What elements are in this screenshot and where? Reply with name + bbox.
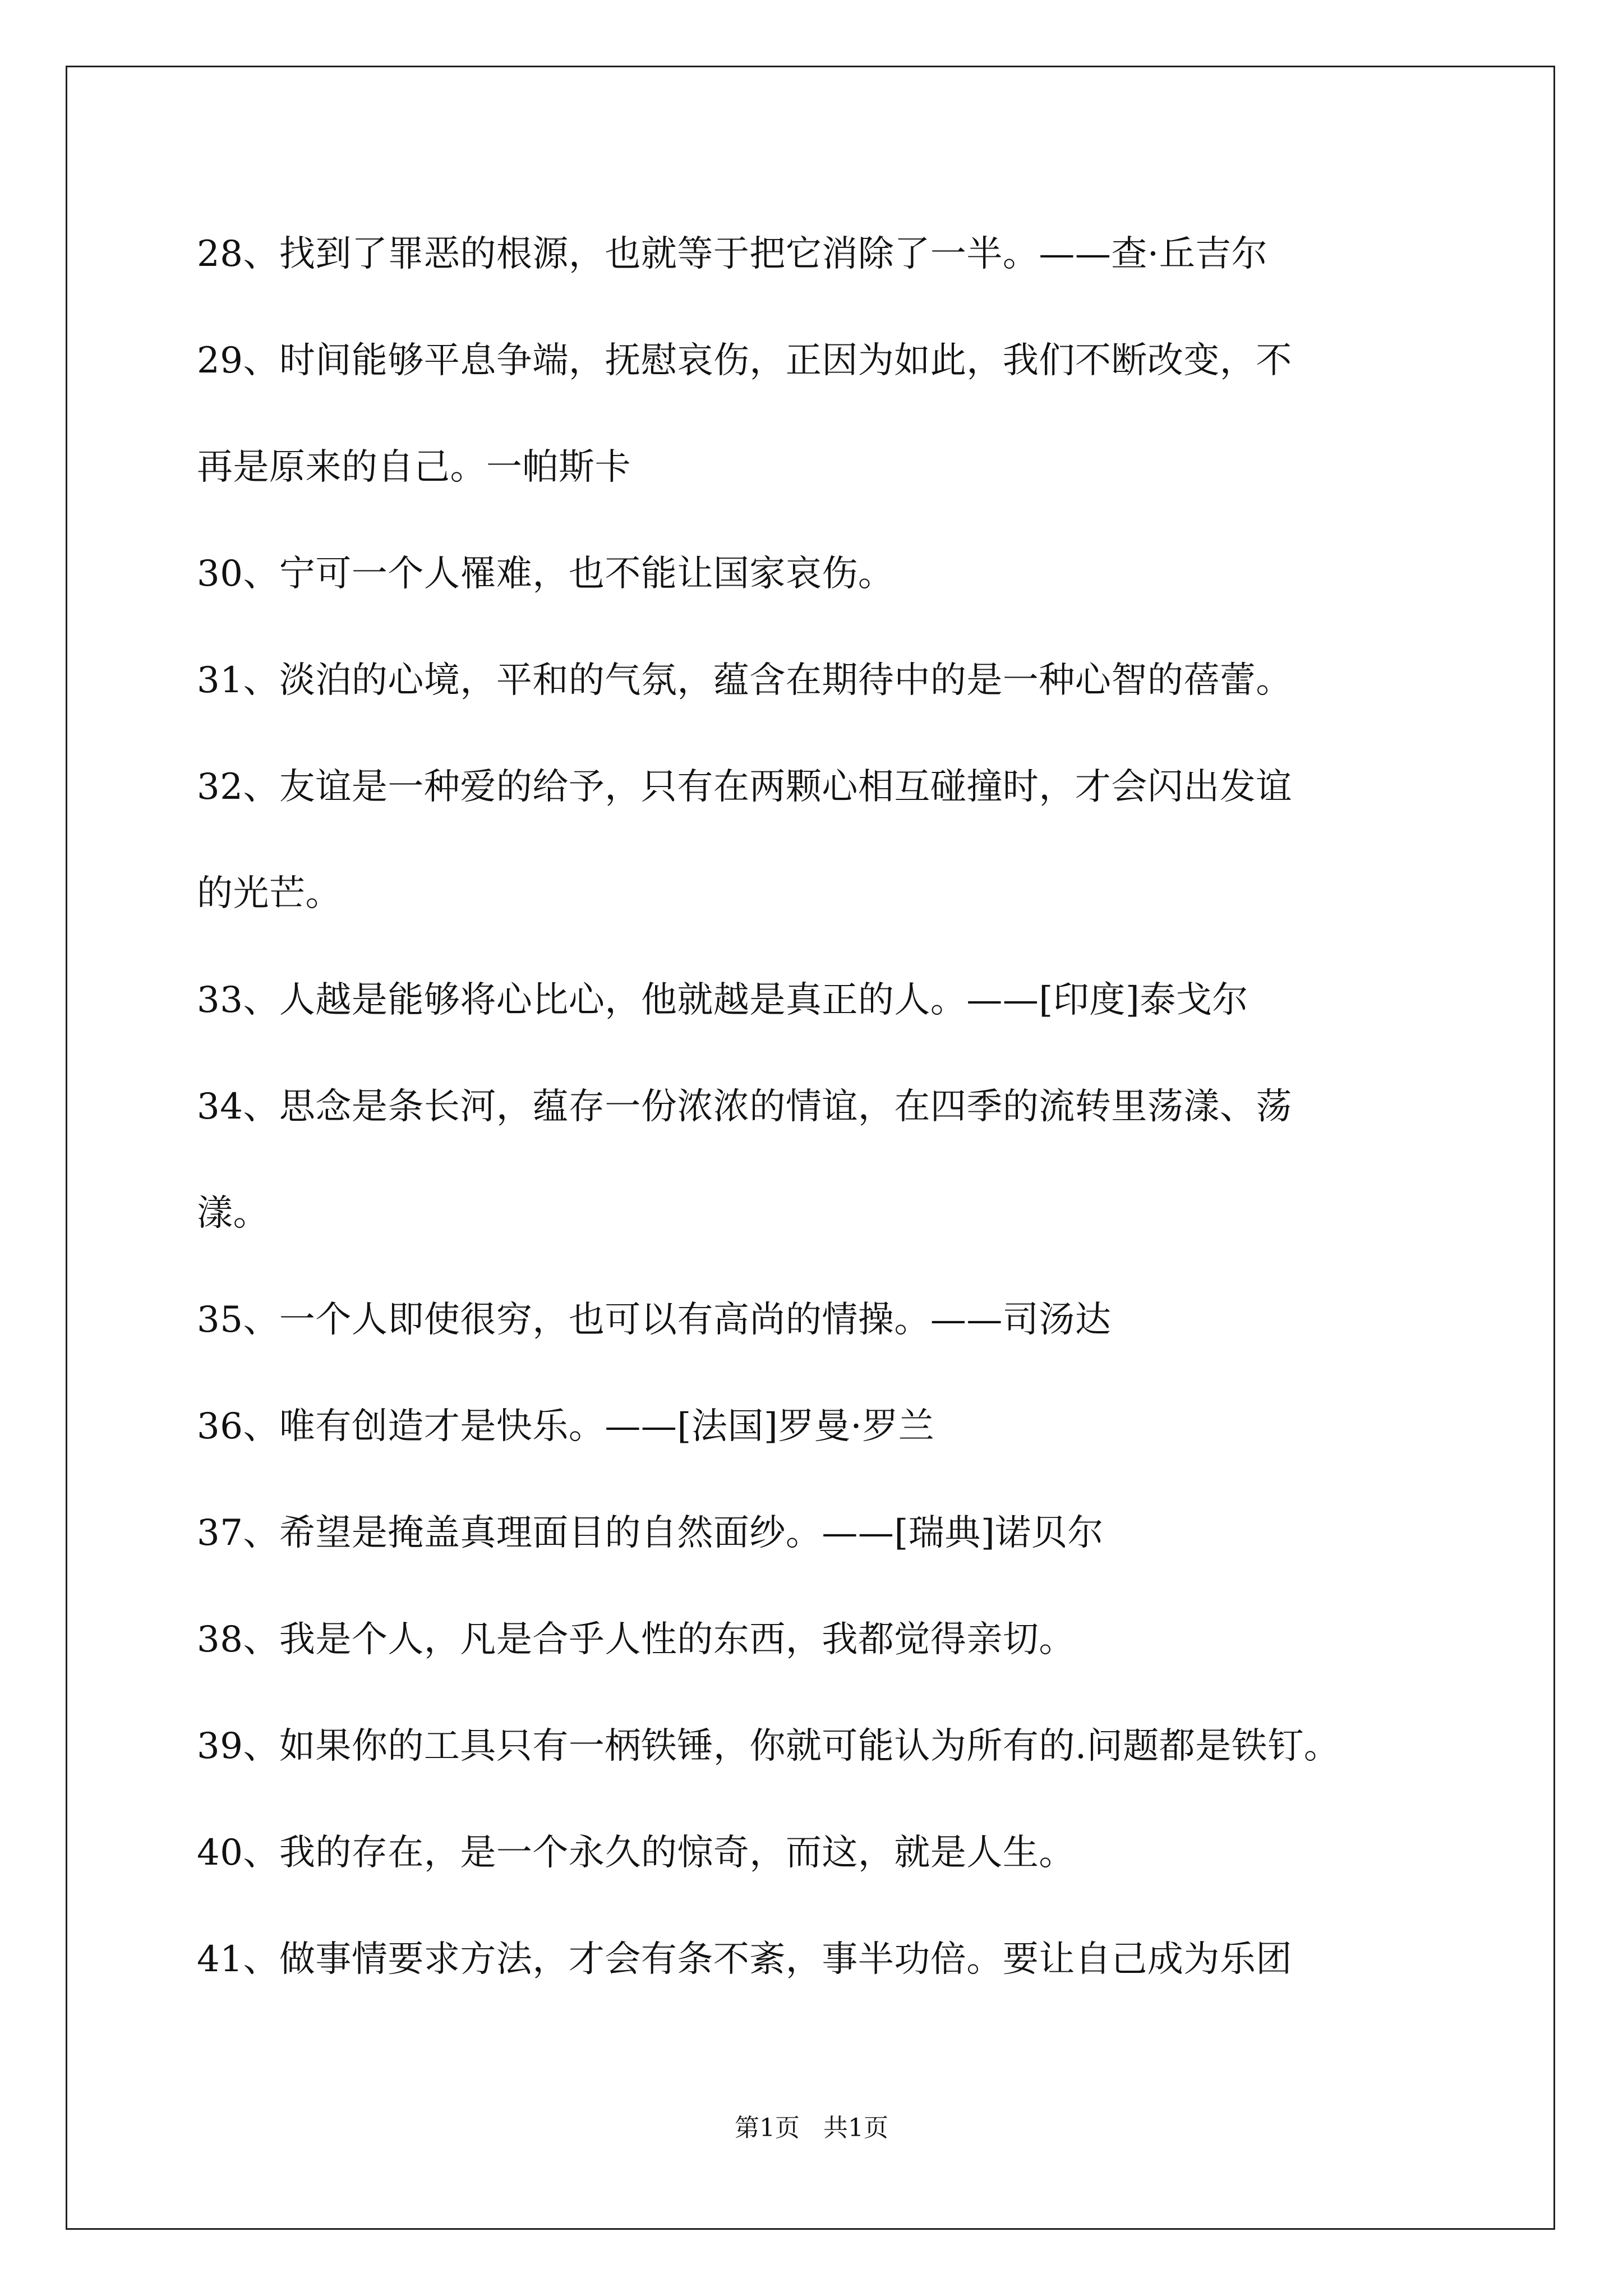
text-line-5: 31、淡泊的心境，平和的气氛，蕴含在期待中的是一种心智的蓓蕾。 bbox=[197, 660, 1292, 701]
text-line-15: 39、如果你的工具只有一柄铁锤，你就可能认为所有的.问题都是铁钉。 bbox=[197, 1726, 1340, 1767]
text-line-14: 38、我是个人，凡是合乎人性的东西，我都觉得亲切。 bbox=[197, 1619, 1075, 1660]
text-line-3: 再是原来的自己。一帕斯卡 bbox=[197, 447, 631, 488]
text-line-16: 40、我的存在，是一个永久的惊奇，而这，就是人生。 bbox=[197, 1832, 1075, 1874]
page-footer: 第1页 共1页 bbox=[735, 2114, 888, 2142]
text-line-17: 41、做事情要求方法，才会有条不紊，事半功倍。要让自己成为乐团 bbox=[197, 1939, 1292, 1980]
text-line-1: 28、找到了罪恶的根源，也就等于把它消除了一半。——查·丘吉尔 bbox=[197, 233, 1268, 275]
page-border bbox=[66, 66, 1555, 2230]
text-line-7: 的光芒。 bbox=[197, 873, 342, 914]
text-line-4: 30、宁可一个人罹难，也不能让国家哀伤。 bbox=[197, 553, 895, 595]
text-line-2: 29、时间能够平息争端，抚慰哀伤，正因为如此，我们不断改变，不 bbox=[197, 340, 1292, 381]
text-line-8: 33、人越是能够将心比心，他就越是真正的人。——[印度]泰戈尔 bbox=[197, 979, 1248, 1021]
text-line-11: 35、一个人即使很穷，也可以有高尚的情操。——司汤达 bbox=[197, 1299, 1112, 1341]
text-line-13: 37、希望是掩盖真理面目的自然面纱。——[瑞典]诺贝尔 bbox=[197, 1512, 1104, 1554]
text-line-6: 32、友谊是一种爱的给予，只有在两颗心相互碰撞时，才会闪出发谊 bbox=[197, 766, 1292, 808]
text-line-12: 36、唯有创造才是快乐。——[法国]罗曼·罗兰 bbox=[197, 1406, 935, 1447]
text-line-10: 漾。 bbox=[197, 1193, 269, 1234]
text-line-9: 34、思念是条长河，蕴存一份浓浓的情谊，在四季的流转里荡漾、荡 bbox=[197, 1086, 1292, 1128]
